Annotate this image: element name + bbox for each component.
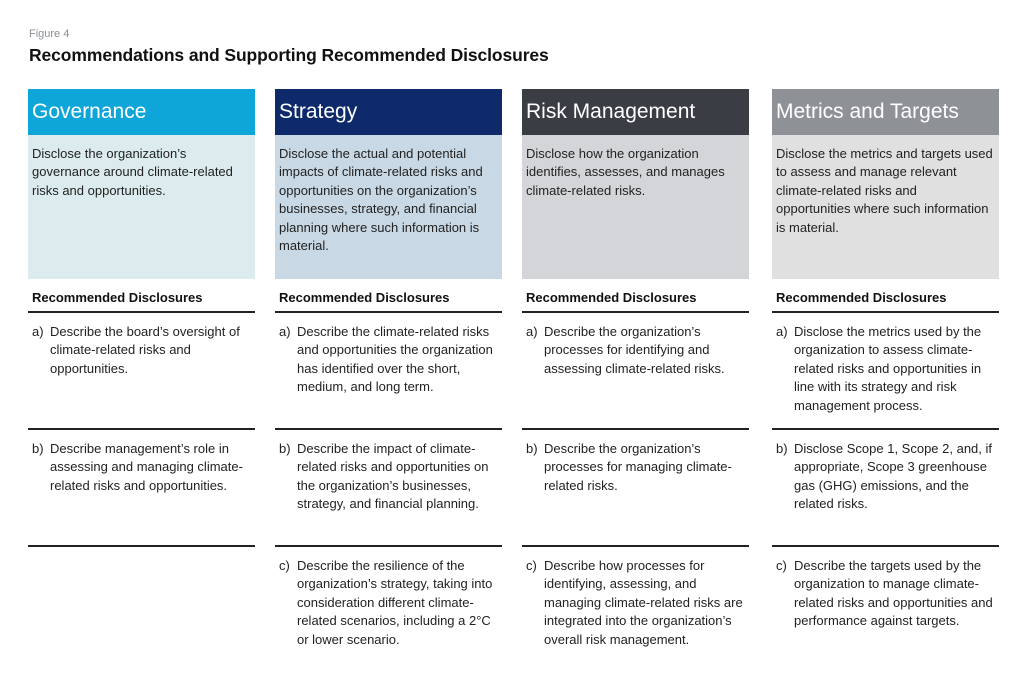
governance-header: Governance: [28, 89, 255, 135]
disclosure-text: Disclose Scope 1, Scope 2, and, if appropriate, Scope 3 greenhouse gas (GHG) emissions, and the related risks.: [794, 441, 993, 512]
governance-recommended-disclosures-title: Recommended Disclosures: [28, 290, 255, 313]
disclosure-marker: b): [279, 441, 291, 456]
disclosure-marker: a): [776, 324, 788, 339]
column-risk-management: [522, 89, 749, 677]
figure-title: Recommendations and Supporting Recommended Disclosures: [29, 45, 549, 65]
column-metrics-and-targets: [772, 89, 999, 677]
metrics-and-targets-header: Metrics and Targets: [772, 89, 999, 135]
disclosure-text: Describe the climate-related risks and opportunities the organization has identified over the short, medium, and long term.: [297, 324, 493, 395]
strategy-recommended-disclosures-title: Recommended Disclosures: [275, 290, 502, 313]
figure-label: Figure 4: [29, 28, 70, 40]
disclosure-marker: c): [279, 558, 290, 573]
risk-management-disclosure-c: [522, 547, 749, 677]
risk-management-recommended-disclosures-title: Recommended Disclosures: [522, 290, 749, 313]
disclosure-marker: b): [526, 441, 538, 456]
disclosure-marker: c): [776, 558, 787, 573]
metrics-and-targets-disclosure-c: [772, 547, 999, 677]
column-governance: [28, 89, 255, 547]
disclosure-text: Describe the targets used by the organization to manage climate-related risks and opportunities and performance against targets.: [794, 558, 993, 629]
disclosure-marker: c): [526, 558, 537, 573]
strategy-disclosure-b: [275, 430, 502, 547]
disclosure-text: Describe how processes for identifying, assessing, and managing climate-related risks are integrated into the organization’s overall risk management.: [544, 558, 743, 647]
disclosure-text: Describe the board’s oversight of climate-related risks and opportunities.: [50, 324, 240, 376]
disclosure-text: Describe management’s role in assessing and managing climate-related risks and opportunities.: [50, 441, 243, 493]
strategy-description: Disclose the actual and potential impacts of climate-related risks and opportunities on the organization’s businesses, strategy, and financial planning where such information is material.: [275, 135, 502, 279]
disclosure-marker: b): [776, 441, 788, 456]
risk-management-header: Risk Management: [522, 89, 749, 135]
disclosure-text: Describe the resilience of the organization’s strategy, taking into consideration different climate-related scenarios, including a 2°C or lower scenario.: [297, 558, 493, 647]
governance-disclosure-a: [28, 313, 255, 430]
metrics-and-targets-disclosure-a: [772, 313, 999, 430]
disclosure-marker: b): [32, 441, 44, 456]
risk-management-disclosure-b: [522, 430, 749, 547]
disclosure-text: Describe the impact of climate-related risks and opportunities on the organization’s businesses, strategy, and financial planning.: [297, 441, 489, 512]
metrics-and-targets-description: Disclose the metrics and targets used to assess and manage relevant climate-related risks and opportunities where such information is material.: [772, 135, 999, 279]
strategy-disclosure-c: [275, 547, 502, 677]
metrics-and-targets-recommended-disclosures-title: Recommended Disclosures: [772, 290, 999, 313]
risk-management-disclosure-a: [522, 313, 749, 430]
strategy-header: Strategy: [275, 89, 502, 135]
disclosure-marker: a): [279, 324, 291, 339]
risk-management-description: Disclose how the organization identifies, assesses, and manages climate-related risks.: [522, 135, 749, 279]
strategy-disclosure-a: [275, 313, 502, 430]
disclosure-text: Describe the organization’s processes for identifying and assessing climate-related risks.: [544, 324, 725, 376]
disclosure-marker: a): [32, 324, 44, 339]
metrics-and-targets-disclosure-b: [772, 430, 999, 547]
governance-description: Disclose the organization’s governance around climate-related risks and opportunities.: [28, 135, 255, 279]
disclosure-text: Disclose the metrics used by the organization to assess climate-related risks and opportunities in line with its strategy and risk management process.: [794, 324, 982, 413]
disclosure-marker: a): [526, 324, 538, 339]
disclosure-text: Describe the organization’s processes for managing climate-related risks.: [544, 441, 732, 493]
governance-disclosure-b: [28, 430, 255, 547]
column-strategy: [275, 89, 502, 677]
